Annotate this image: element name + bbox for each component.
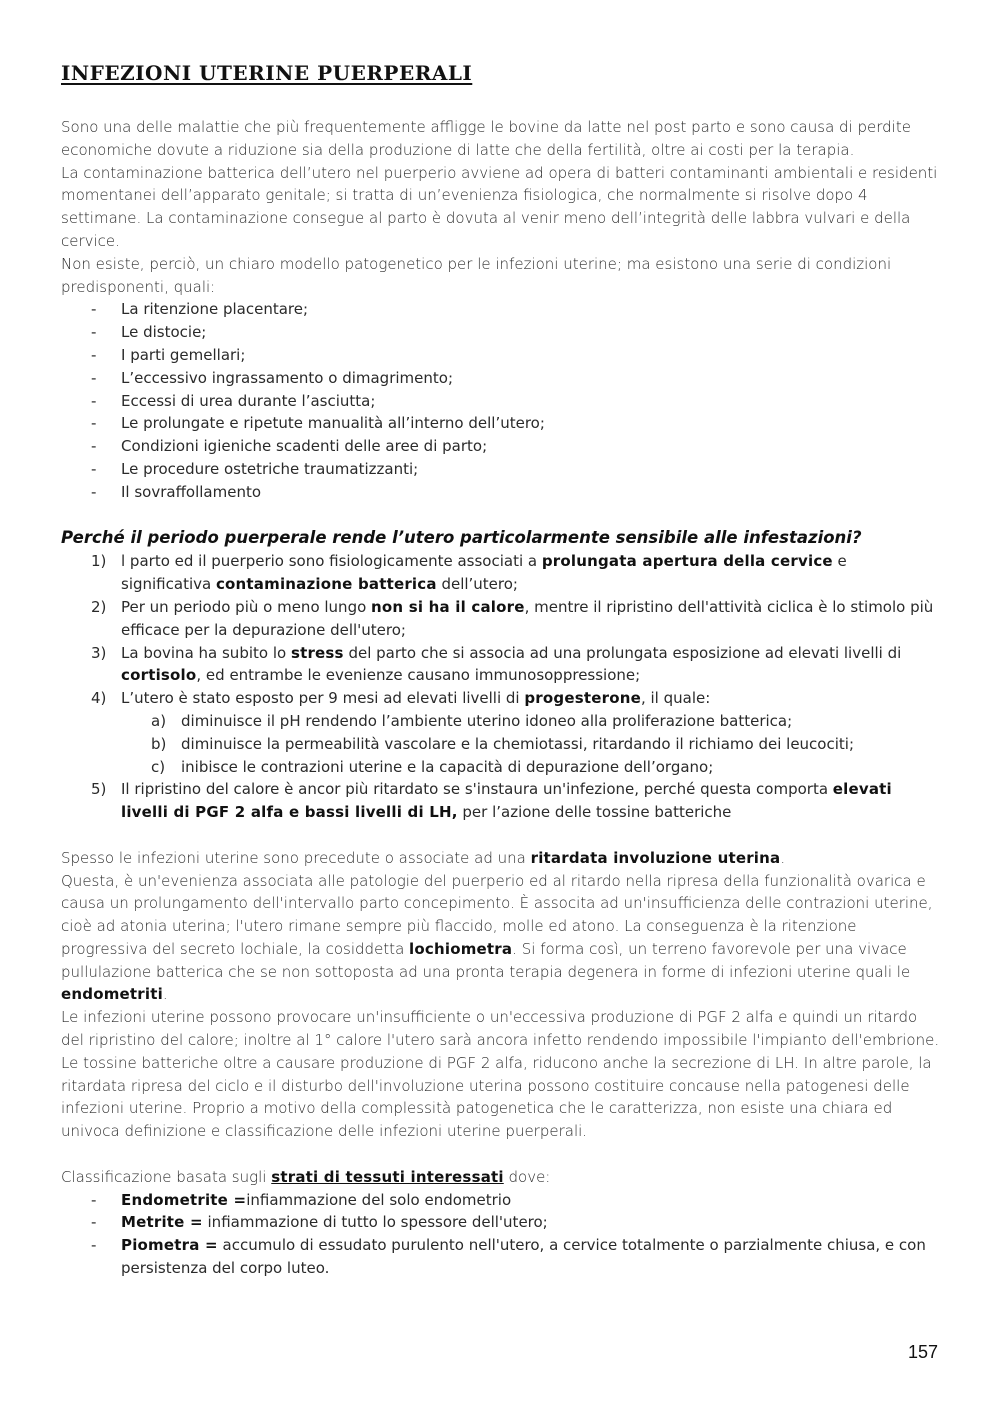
list-item: - Le distocie;	[61, 321, 941, 344]
conditions-list	[61, 298, 941, 503]
list-item: - L’eccessivo ingrassamento o dimagrimento;	[61, 367, 941, 390]
dash-marker: -	[91, 368, 97, 387]
list-item: - Il sovraffollamento	[61, 481, 941, 504]
reason-item-5: 5) Il ripristino del calore è ancor più ritardato se s'instaura un'infezione, perché questa comporta elevati livelli di PGF 2 alfa e bassi livelli di LH, per l’azione delle tossine batteriche	[91, 780, 892, 822]
list-item: - La ritenzione placentare;	[61, 298, 941, 321]
dash-marker: -	[91, 414, 97, 433]
sub-item: b) diminuisce la permeabilità vascolare e la chemiotassi, ritardando il richiamo dei leucociti;	[151, 734, 854, 753]
list-item: - Le procedure ostetriche traumatizzanti;	[61, 458, 941, 481]
page-title: INFEZIONI UTERINE PUERPERALI	[61, 61, 473, 85]
list-item: - Metrite = infiammazione di tutto lo spessore dell'utero;	[91, 1213, 548, 1232]
document-page	[61, 60, 941, 1280]
list-item: - Eccessi di urea durante l’asciutta;	[61, 390, 941, 413]
sub-item: c) inibisce le contrazioni uterine e la capacità di depurazione dell’organo;	[151, 757, 714, 776]
body-paragraph-3: Le infezioni uterine possono provocare un'insufficiente o un'eccessiva produzione di PGF 2 alfa e quindi un ritardo del ripristino del calore; inoltre al 1° calore l'utero sarà ancora infetto rendendo impossibile l'impianto dell'embrione. Le tossine batteriche oltre a causare produzione di PGF 2 alfa, riducono anche la secrezione di LH. In altre parole, la ritardata ripresa del ciclo e il disturbo dell'involuzione uterina possono costituire concause nella patogenesi delle infezioni uterine. Proprio a motivo della complessità patogenetica che le caratterizza, non esiste una chiara ed univoca definizione e classificazione delle infezioni uterine puerperali.	[61, 1008, 940, 1141]
dash-marker: -	[91, 345, 97, 364]
reason-item-2: 2) Per un periodo più o meno lungo non si ha il calore, mentre il ripristino dell'attività ciclica è lo stimolo più efficace per la depurazione dell'utero;	[91, 597, 934, 639]
classification-intro: Classificazione basata sugli strati di tessuti interessati dove:	[61, 1167, 551, 1186]
intro-paragraph-1: Sono una delle malattie che più frequentemente affligge le bovine da latte nel post parto e sono causa di perdite economiche dovute a riduzione sia della produzione di latte che della fertilità, oltre ai costi per la terapia.	[61, 118, 911, 159]
classification-list	[61, 1189, 941, 1280]
section-question: Perché il periodo puerperale rende l’utero particolarmente sensibile alle infestazioni?	[61, 528, 862, 548]
reasons-list	[61, 550, 941, 824]
list-item: - Endometrite =infiammazione del solo endometrio	[91, 1190, 512, 1209]
dash-marker: -	[91, 459, 97, 478]
sub-item: a) diminuisce il pH rendendo l’ambiente uterino idoneo alla proliferazione batterica;	[151, 711, 793, 730]
list-item: - Condizioni igieniche scadenti delle aree di parto;	[61, 435, 941, 458]
list-item: - Piometra = accumulo di essudato purulento nell'utero, a cervice totalmente o parzialmente chiusa, e con persistenza del corpo luteo.	[91, 1236, 926, 1278]
list-item: - I parti gemellari;	[61, 344, 941, 367]
dash-marker: -	[91, 482, 97, 501]
progesterone-effects-list	[121, 710, 941, 778]
body-paragraph-1: Spesso le infezioni uterine sono precedute o associate ad una ritardata involuzione uterina.	[61, 848, 786, 867]
reason-item-1: 1) l parto ed il puerperio sono fisiologicamente associati a prolungata apertura della cervice e significativa contaminazione batterica dell’utero;	[91, 552, 847, 594]
page-number: 157	[907, 1342, 938, 1362]
list-item: - Le prolungate e ripetute manualità all’interno dell’utero;	[61, 412, 941, 435]
reason-item-3: 3) La bovina ha subito lo stress del parto che si associa ad una prolungata esposizione ad elevati livelli di cortisolo, ed entrambe le evenienze causano immunosoppressione;	[91, 643, 902, 685]
dash-marker: -	[91, 300, 97, 319]
intro-paragraph-2: La contaminazione batterica dell’utero nel puerperio avviene ad opera di batteri contaminanti ambientali e residenti momentanei dell’apparato genitale; si tratta di un’evenienza fisiologica, che normalmente si risolve dopo 4 settimane. La contaminazione consegue al parto è dovuta al venir meno dell’integrità delle labbra vulvari e della cervice.	[61, 163, 938, 250]
reason-item-4: 4) L’utero è stato esposto per 9 mesi ad elevati livelli di progesterone, il quale: a) diminuisce il pH rendendo l’ambiente uterino idoneo alla proliferazione batterica; b) diminuisce la permeabilità vascolare e la chemiotassi, ritardando il richiamo dei leucociti; c) inibisce le contrazioni uterine e la capacità di depurazione dell’organo;	[61, 687, 941, 778]
dash-marker: -	[91, 391, 97, 410]
body-paragraph-2: Questa, è un'evenienza associata alle patologie del puerperio ed al ritardo nella ripresa della funzionalità ovarica e causa un prolungamento dell'intervallo parto concepimento. È associta ad un'insufficienza delle contrazioni uterine, cioè ad atonia uterina; l'utero rimane sempre più flaccido, molle ed atono. La conseguenza è la ritenzione progressiva del secreto lochiale, la cosiddetta lochiometra. Si forma così, un terreno favorevole per una vivace pullulazione batterica che se non sottoposta ad una pronta terapia degenera in forme di infezioni uterine quali le endometriti.	[61, 871, 933, 1004]
dash-marker: -	[91, 437, 97, 456]
intro-paragraph-3: Non esiste, perciò, un chiaro modello patogenetico per le infezioni uterine; ma esistono una serie di condizioni predisponenti, quali:	[61, 254, 892, 296]
dash-marker: -	[91, 323, 97, 342]
